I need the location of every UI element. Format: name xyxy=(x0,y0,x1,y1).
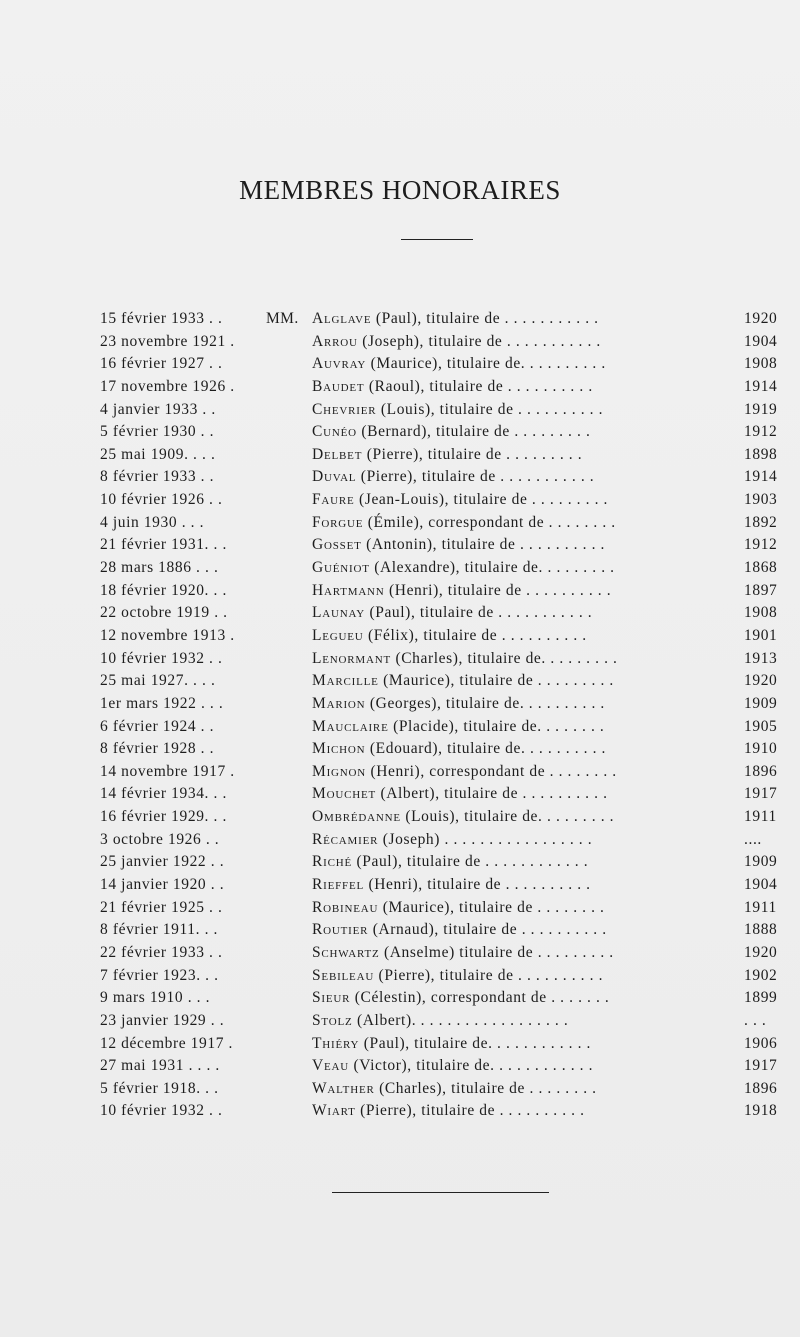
dot-leader: . . . . . . . . . . . xyxy=(493,604,593,622)
member-title: (Anselme) titulaire de xyxy=(379,943,534,961)
member-row xyxy=(0,670,800,693)
dot-leader: . . . . . . . . . xyxy=(533,943,614,961)
member-title: (Charles), titulaire de. xyxy=(391,649,546,667)
member-name xyxy=(312,965,740,988)
member-name xyxy=(312,761,740,784)
membership-year: 1912 xyxy=(744,536,778,554)
admission-date: 4 juin 1930 . . . xyxy=(100,513,205,531)
admission-date: 18 février 1920. . . xyxy=(100,581,227,599)
admission-date: 12 décembre 1917 . xyxy=(100,1034,234,1052)
membership-year: 1917 xyxy=(744,785,778,803)
dot-leader: . . . . . . . . . . xyxy=(515,536,605,554)
member-title: (Paul), titulaire de. xyxy=(359,1034,493,1052)
dot-leader: . . . . . . . . . xyxy=(501,445,583,463)
member-surname: Duval xyxy=(312,468,357,486)
member-row xyxy=(0,806,800,829)
member-surname: Auvray xyxy=(312,355,367,373)
member-name xyxy=(312,557,740,580)
admission-date: 10 février 1932 . . xyxy=(100,649,223,667)
honorific-prefix: MM. xyxy=(266,310,299,327)
membership-year: 1904 xyxy=(744,332,778,350)
admission-date: 7 février 1923. . . xyxy=(100,966,219,984)
member-name xyxy=(312,625,740,648)
admission-date: 17 novembre 1926 . xyxy=(100,377,235,395)
admission-date: 16 février 1927 . . xyxy=(100,355,223,373)
member-surname: Forgue xyxy=(312,513,364,531)
dot-leader: . . . . . . . . . . xyxy=(513,400,604,418)
dot-leader: . . . . . . . . . . xyxy=(503,377,593,395)
member-row xyxy=(0,534,800,557)
member-title: (Pierre), titulaire de xyxy=(356,468,496,486)
member-name xyxy=(312,874,740,897)
member-surname: Michon xyxy=(312,740,366,758)
member-row xyxy=(0,353,800,376)
member-name xyxy=(312,534,740,557)
member-surname: Riché xyxy=(312,853,353,871)
member-surname: Arrou xyxy=(312,332,358,350)
member-title: (Charles), titulaire de xyxy=(374,1079,526,1097)
dot-leader: . . . . . . . . xyxy=(545,649,618,667)
membership-year: 1896 xyxy=(744,762,778,780)
admission-date: 3 octobre 1926 . . xyxy=(100,830,220,848)
member-row xyxy=(0,602,800,625)
dot-leader: . . . . . . . . xyxy=(542,808,615,826)
member-row xyxy=(0,761,800,784)
admission-date: 6 février 1924 . . xyxy=(100,717,215,735)
page-title: MEMBRES HONORAIRES xyxy=(239,175,561,205)
admission-date: 12 novembre 1913 . xyxy=(100,626,235,644)
member-row xyxy=(0,1055,800,1078)
dot-leader: . . . . . . . . . xyxy=(533,672,614,690)
dot-leader: . . . . . . . . . . . xyxy=(502,332,601,350)
member-name xyxy=(312,987,740,1010)
member-name xyxy=(312,783,740,806)
dot-leader: . . . . . . . . . . . xyxy=(495,468,595,486)
dot-leader: . . . . . . . . . xyxy=(524,694,605,712)
member-title: (Célestin), correspondant de xyxy=(350,989,547,1007)
member-name xyxy=(312,648,740,671)
member-row xyxy=(0,557,800,580)
membership-year: 1892 xyxy=(744,513,778,531)
membership-year: 1912 xyxy=(744,423,778,441)
member-surname: Ombrédanne xyxy=(312,808,401,826)
member-title: (Arnaud), titulaire de xyxy=(368,921,518,939)
admission-date: 21 février 1931. . . xyxy=(100,536,227,554)
member-surname: Delbet xyxy=(312,445,363,463)
admission-date: 14 novembre 1917 . xyxy=(100,762,235,780)
member-row xyxy=(0,444,800,467)
member-row xyxy=(0,942,800,965)
membership-year: 1897 xyxy=(744,581,778,599)
dot-leader: . . . . . . . . . . . . xyxy=(480,853,589,871)
membership-year: 1909 xyxy=(744,853,778,871)
admission-date: 25 mai 1927. . . . xyxy=(100,672,216,690)
member-title: (Henri), titulaire de xyxy=(364,876,502,894)
member-surname: Launay xyxy=(312,604,365,622)
dot-leader: . . . . . . . . xyxy=(543,559,615,577)
dot-leader: . . . . . . . . . . xyxy=(497,626,587,644)
member-title: (Raoul), titulaire de xyxy=(364,377,504,395)
admission-date: 22 février 1933 . . xyxy=(100,943,223,961)
admission-date: 15 février 1933 . . xyxy=(100,310,223,327)
member-surname: Robineau xyxy=(312,898,379,916)
member-row xyxy=(0,489,800,512)
member-name xyxy=(312,489,740,512)
dot-leader: . . . . . . . . . . xyxy=(521,581,612,599)
member-row xyxy=(0,897,800,920)
member-surname: Sebileau xyxy=(312,966,375,984)
member-surname: Legueu xyxy=(312,626,364,644)
membership-year: 1896 xyxy=(744,1079,778,1097)
member-surname: Marion xyxy=(312,694,366,712)
dot-leader: . . . . . . . . xyxy=(544,513,616,531)
bottom-divider xyxy=(332,1192,549,1193)
membership-year: 1911 xyxy=(744,808,777,826)
member-row xyxy=(0,466,800,489)
member-row xyxy=(0,1033,800,1056)
admission-date: 10 février 1926 . . xyxy=(100,491,223,509)
member-row xyxy=(0,648,800,671)
dot-leader: . . . . . . . . xyxy=(525,1079,597,1097)
admission-date: 14 janvier 1920 . . xyxy=(100,876,225,894)
dot-leader: . . . . . . . . . xyxy=(509,423,591,441)
dot-leader: . . . . . . . . . . . xyxy=(500,310,599,327)
member-surname: Walther xyxy=(312,1079,375,1097)
member-name xyxy=(312,1078,740,1101)
member-surname: Routier xyxy=(312,921,369,939)
dot-leader: . . . . . . . . . . . xyxy=(492,1034,592,1052)
dot-leader: . . . . . . . . . . xyxy=(518,785,608,803)
dot-leader: . . . . . . . . xyxy=(545,762,617,780)
member-title: (Pierre), titulaire de xyxy=(362,445,502,463)
member-name xyxy=(312,353,740,376)
member-title: (Henri), titulaire de xyxy=(384,581,522,599)
membership-year: . . . xyxy=(744,1011,767,1029)
admission-date: 5 février 1930 . . xyxy=(100,423,215,441)
member-title: (Antonin), titulaire de xyxy=(361,536,516,554)
member-name xyxy=(312,693,740,716)
membership-year: 1909 xyxy=(744,694,778,712)
member-row xyxy=(0,1100,800,1123)
member-row xyxy=(0,783,800,806)
member-surname: Mauclaire xyxy=(312,717,389,735)
member-surname: Guéniot xyxy=(312,559,370,577)
member-name xyxy=(312,851,740,874)
member-row xyxy=(0,829,800,852)
member-name xyxy=(312,829,740,852)
member-row xyxy=(0,738,800,761)
member-surname: Baudet xyxy=(312,377,365,395)
admission-date: 5 février 1918. . . xyxy=(100,1079,219,1097)
member-title: (Maurice), titulaire de. xyxy=(366,355,526,373)
member-row xyxy=(0,376,800,399)
membership-year: 1868 xyxy=(744,559,778,577)
member-name xyxy=(312,444,740,467)
member-row xyxy=(0,625,800,648)
member-name xyxy=(312,466,740,489)
member-title: (Joseph), titulaire de xyxy=(357,332,503,350)
membership-year: 1904 xyxy=(744,876,778,894)
member-surname: Mouchet xyxy=(312,785,376,803)
dot-leader: . . . . . . . . xyxy=(532,898,605,916)
membership-year: 1906 xyxy=(744,1034,778,1052)
member-title: (Alexandre), titulaire de. xyxy=(369,559,544,577)
dot-leader: . . . . . . . . . . xyxy=(513,966,604,984)
membership-year: 1920 xyxy=(744,672,778,690)
members-list xyxy=(0,308,800,1123)
member-row xyxy=(0,399,800,422)
member-surname: Hartmann xyxy=(312,581,385,599)
admission-date: 21 février 1925 . . xyxy=(100,898,223,916)
member-surname: Schwartz xyxy=(312,943,380,961)
admission-date: 1er mars 1922 . . . xyxy=(100,694,224,712)
member-surname: Alglave xyxy=(312,310,372,327)
dot-leader: . . . . . . . . . . . . . . . . . . xyxy=(411,1011,569,1029)
admission-date: 25 mai 1909. . . . xyxy=(100,445,216,463)
member-surname: Wiart xyxy=(312,1102,356,1120)
membership-year: 1910 xyxy=(744,740,778,758)
admission-date: 28 mars 1886 . . . xyxy=(100,559,219,577)
membership-year: 1911 xyxy=(744,898,777,916)
admission-date: 10 février 1932 . . xyxy=(100,1102,223,1120)
member-title: (Émile), correspondant de xyxy=(363,513,545,531)
member-name xyxy=(312,1100,740,1123)
member-surname: Sieur xyxy=(312,989,351,1007)
member-name xyxy=(312,512,740,535)
title-divider xyxy=(401,239,473,240)
member-row xyxy=(0,512,800,535)
dot-leader: . . . . . . . . . xyxy=(525,355,606,373)
admission-date: 8 février 1933 . . xyxy=(100,468,215,486)
dot-leader: . . . . . . . . . . xyxy=(517,921,607,939)
dot-leader: . . . . . . . xyxy=(546,989,610,1007)
admission-date: 14 février 1934. . . xyxy=(100,785,227,803)
dot-leader: . . . . . . . . . . . xyxy=(494,1057,594,1075)
dot-leader: . . . . . . . . . . . . . . . . . xyxy=(440,830,593,848)
member-title: (Albert) xyxy=(352,1011,412,1029)
membership-year: 1908 xyxy=(744,604,778,622)
member-title: (Louis), titulaire de. xyxy=(400,808,543,826)
member-name xyxy=(312,919,740,942)
member-title: (Placide), titulaire de. xyxy=(388,717,542,735)
member-row xyxy=(0,716,800,739)
membership-year: 1901 xyxy=(744,626,778,644)
member-title: (Jean-Louis), titulaire de xyxy=(354,491,528,509)
member-surname: Mignon xyxy=(312,762,367,780)
membership-year: 1914 xyxy=(744,468,778,486)
member-name xyxy=(312,942,740,965)
member-surname: Rieffel xyxy=(312,876,364,894)
member-row xyxy=(0,308,800,331)
member-title: (Maurice), titulaire de xyxy=(378,898,533,916)
member-title: (Félix), titulaire de xyxy=(363,626,498,644)
member-title: (Maurice), titulaire de xyxy=(378,672,534,690)
admission-date: 23 novembre 1921 . xyxy=(100,332,235,350)
member-name xyxy=(312,716,740,739)
member-name xyxy=(312,602,740,625)
member-surname: Gosset xyxy=(312,536,362,554)
member-row xyxy=(0,919,800,942)
member-row xyxy=(0,987,800,1010)
membership-year: 1905 xyxy=(744,717,778,735)
dot-leader: . . . . . . . . . xyxy=(525,740,607,758)
member-name xyxy=(312,308,740,331)
member-title: (Louis), titulaire de xyxy=(376,400,514,418)
member-row xyxy=(0,851,800,874)
member-title: (Paul), titulaire de xyxy=(364,604,494,622)
admission-date: 22 octobre 1919 . . xyxy=(100,604,228,622)
membership-year: 1908 xyxy=(744,355,778,373)
member-name xyxy=(312,897,740,920)
member-title: (Paul), titulaire de xyxy=(371,310,501,327)
member-name xyxy=(312,806,740,829)
admission-date: 25 janvier 1922 . . xyxy=(100,853,225,871)
member-title: (Henri), correspondant de xyxy=(366,762,546,780)
membership-year: 1898 xyxy=(744,445,778,463)
dot-leader: . . . . . . . . . xyxy=(527,491,609,509)
membership-year: 1902 xyxy=(744,966,778,984)
member-name xyxy=(312,331,740,354)
member-surname: Lenormant xyxy=(312,649,391,667)
member-name xyxy=(312,738,740,761)
member-surname: Faure xyxy=(312,491,355,509)
member-row xyxy=(0,1010,800,1033)
member-name xyxy=(312,399,740,422)
member-row xyxy=(0,874,800,897)
admission-date: 8 février 1911. . . xyxy=(100,921,219,939)
member-name xyxy=(312,376,740,399)
membership-year: 1899 xyxy=(744,989,778,1007)
member-name xyxy=(312,1055,740,1078)
member-title: (Pierre), titulaire de xyxy=(374,966,514,984)
member-title: (Pierre), titulaire de xyxy=(355,1102,496,1120)
dot-leader: . . . . . . . xyxy=(541,717,605,735)
member-row xyxy=(0,693,800,716)
dot-leader: . . . . . . . . . . xyxy=(495,1102,585,1120)
admission-date: 8 février 1928 . . xyxy=(100,740,215,758)
member-title: (Georges), titulaire de. xyxy=(365,694,525,712)
membership-year: 1919 xyxy=(744,400,778,418)
member-surname: Cunéo xyxy=(312,423,357,441)
member-row xyxy=(0,421,800,444)
member-surname: Veau xyxy=(312,1057,350,1075)
member-surname: Chevrier xyxy=(312,400,377,418)
membership-year: 1918 xyxy=(744,1102,778,1120)
membership-year: 1920 xyxy=(744,943,778,961)
admission-date: 16 février 1929. . . xyxy=(100,808,227,826)
member-title: (Victor), titulaire de. xyxy=(349,1057,495,1075)
admission-date: 27 mai 1931 . . . . xyxy=(100,1057,220,1075)
member-name xyxy=(312,1033,740,1056)
member-title: (Paul), titulaire de xyxy=(352,853,481,871)
member-row xyxy=(0,580,800,603)
dot-leader: . . . . . . . . . . xyxy=(501,876,591,894)
admission-date: 9 mars 1910 . . . xyxy=(100,989,211,1007)
member-name xyxy=(312,580,740,603)
membership-year: 1914 xyxy=(744,377,778,395)
member-title: (Albert), titulaire de xyxy=(376,785,519,803)
member-row xyxy=(0,1078,800,1101)
member-surname: Marcille xyxy=(312,672,379,690)
admission-date: 23 janvier 1929 . . xyxy=(100,1011,225,1029)
membership-year: 1913 xyxy=(744,649,778,667)
member-surname: Thiéry xyxy=(312,1034,360,1052)
member-name xyxy=(312,421,740,444)
membership-year: 1917 xyxy=(744,1057,778,1075)
member-row xyxy=(0,965,800,988)
member-title: (Bernard), titulaire de xyxy=(356,423,510,441)
member-title: (Edouard), titulaire de. xyxy=(365,740,526,758)
member-name xyxy=(312,1010,740,1033)
member-row xyxy=(0,331,800,354)
member-surname: Stolz xyxy=(312,1011,353,1029)
membership-year: 1920 xyxy=(744,310,778,327)
admission-date: 4 janvier 1933 . . xyxy=(100,400,216,418)
membership-year: 1903 xyxy=(744,491,778,509)
member-name xyxy=(312,670,740,693)
membership-year: 1888 xyxy=(744,921,778,939)
membership-year: .... xyxy=(744,830,762,848)
member-title: (Joseph) xyxy=(378,830,441,848)
member-surname: Récamier xyxy=(312,830,379,848)
